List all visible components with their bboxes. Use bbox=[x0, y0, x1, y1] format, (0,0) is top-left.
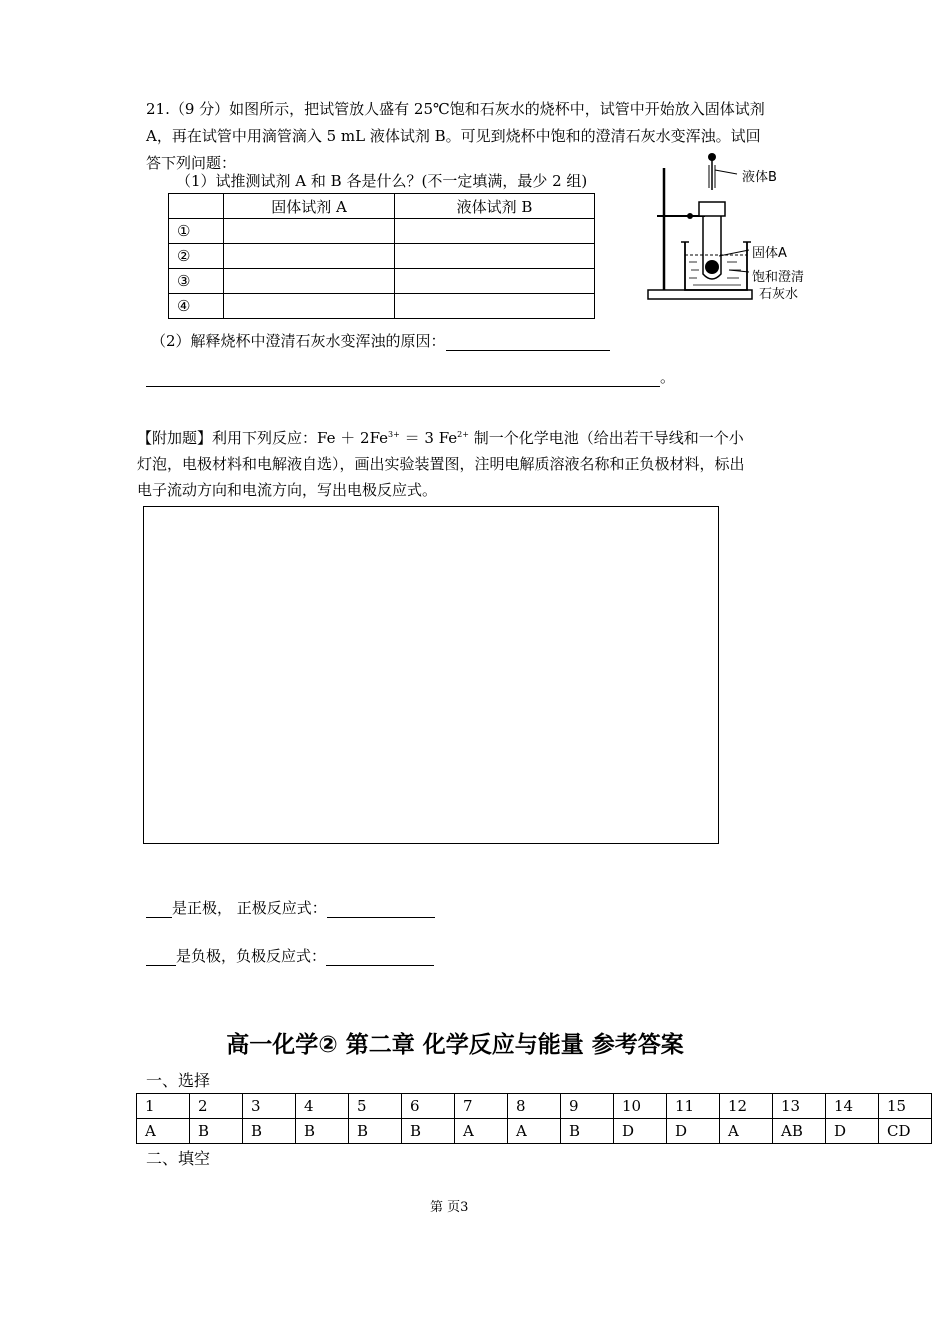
answer-choice-cell: D bbox=[614, 1119, 667, 1144]
q21-line-3: 答下列问题： bbox=[146, 154, 237, 172]
drawing-area-box[interactable] bbox=[143, 506, 719, 844]
negative-electrode-text: 是负极，负极反应式： bbox=[176, 947, 327, 965]
question-number-cell: 4 bbox=[296, 1094, 349, 1119]
question-number-cell: 14 bbox=[826, 1094, 879, 1119]
answers-title: 高一化学② 第二章 化学反应与能量 参考答案 bbox=[226, 1032, 684, 1058]
question-number-cell: 12 bbox=[720, 1094, 773, 1119]
question-number-cell: 1 bbox=[137, 1094, 190, 1119]
bonus-line-2: 灯泡，电极材料和电解液自选），画出实验装置图，注明电解质溶液名称和正负极材料，标出 bbox=[137, 455, 745, 473]
question-number-cell: 7 bbox=[455, 1094, 508, 1119]
charge-3plus: 3+ bbox=[388, 430, 400, 439]
label-solution-line-1: 饱和澄清 bbox=[752, 270, 805, 285]
end-mark: 。 bbox=[660, 368, 676, 386]
table-row bbox=[169, 219, 595, 244]
question-number-cell: 3 bbox=[243, 1094, 296, 1119]
q21-sub-question-1: （1）试推测试剂 A 和 B 各是什么？(不一定填满，最少 2 组) bbox=[176, 172, 588, 190]
page-footer: 第 页3 bbox=[430, 1200, 469, 1215]
answer-choice-cell: D bbox=[826, 1119, 879, 1144]
answer-cell-liquid[interactable] bbox=[395, 269, 595, 294]
bonus-line-3: 电子流动方向和电流方向，写出电极反应式。 bbox=[137, 481, 438, 499]
answer-cell-solid[interactable] bbox=[224, 219, 395, 244]
row-number: ③ bbox=[169, 269, 224, 294]
label-liquid-b: 液体B bbox=[742, 170, 777, 185]
apparatus-diagram bbox=[645, 150, 845, 314]
row-number: ② bbox=[169, 244, 224, 269]
label-solid-a: 固体A bbox=[752, 246, 787, 261]
answer-blank[interactable] bbox=[326, 949, 434, 966]
question-number-cell: 15 bbox=[879, 1094, 932, 1119]
answer-choice-cell: B bbox=[190, 1119, 243, 1144]
question-number-cell: 13 bbox=[773, 1094, 826, 1119]
table-header-cell bbox=[169, 194, 224, 219]
question-number-cell: 9 bbox=[561, 1094, 614, 1119]
q21-sub-question-2 bbox=[151, 330, 610, 351]
label-solution-line-2: 石灰水 bbox=[759, 287, 799, 302]
reagent-table bbox=[168, 193, 595, 319]
question-number-cell: 5 bbox=[349, 1094, 402, 1119]
bonus-tag: 【附加题】 bbox=[137, 429, 213, 447]
bonus-question bbox=[137, 422, 817, 503]
answer-choice-cell: B bbox=[561, 1119, 614, 1144]
answer-cell-liquid[interactable] bbox=[395, 244, 595, 269]
q21-line-1: 21.（9 分）如图所示，把试管放人盛有 25℃饱和石灰水的烧杯中，试管中开始放入固体试剂 bbox=[146, 100, 765, 118]
answer-cell-solid[interactable] bbox=[224, 294, 395, 319]
table-row bbox=[169, 244, 595, 269]
answer-cell-solid[interactable] bbox=[224, 244, 395, 269]
answer-cell-liquid[interactable] bbox=[395, 219, 595, 244]
table-row bbox=[169, 269, 595, 294]
positive-electrode-text: 是正极， 正极反应式： bbox=[172, 899, 327, 917]
question-number-row bbox=[137, 1094, 932, 1119]
answer-choice-cell: A bbox=[137, 1119, 190, 1144]
answer-choice-cell: CD bbox=[879, 1119, 932, 1144]
positive-electrode-line bbox=[146, 897, 435, 918]
row-number: ④ bbox=[169, 294, 224, 319]
table-row bbox=[169, 294, 595, 319]
section-fill-heading: 二、填空 bbox=[146, 1149, 211, 1168]
question-number-cell: 11 bbox=[667, 1094, 720, 1119]
answer-choice-row bbox=[137, 1119, 932, 1144]
section-choice-heading: 一、选择 bbox=[146, 1071, 211, 1090]
answer-choice-cell: A bbox=[508, 1119, 561, 1144]
answer-blank[interactable] bbox=[446, 334, 610, 351]
answer-choice-cell: A bbox=[720, 1119, 773, 1144]
answer-key-table bbox=[136, 1093, 932, 1144]
bonus-line-1-tail: 制一个化学电池（给出若干导线和一个小 bbox=[468, 429, 744, 447]
answer-cell-solid[interactable] bbox=[224, 269, 395, 294]
question-number-cell: 8 bbox=[508, 1094, 561, 1119]
bonus-lead: 利用下列反应： bbox=[212, 429, 318, 447]
sub2-text: （2）解释烧杯中澄清石灰水变浑浊的原因： bbox=[151, 332, 446, 350]
answer-choice-cell: B bbox=[296, 1119, 349, 1144]
answer-cell-liquid[interactable] bbox=[395, 294, 595, 319]
table-header-solid: 固体试剂 A bbox=[224, 194, 395, 219]
bonus-line-1 bbox=[137, 422, 817, 451]
table-header-liquid: 液体试剂 B bbox=[395, 194, 595, 219]
question-number-cell: 2 bbox=[190, 1094, 243, 1119]
equation-part-2: ＝ 3 Fe bbox=[399, 429, 458, 447]
question-number-cell: 10 bbox=[614, 1094, 667, 1119]
answer-blank[interactable] bbox=[146, 949, 176, 966]
answer-choice-cell: B bbox=[349, 1119, 402, 1144]
answer-choice-cell: B bbox=[243, 1119, 296, 1144]
table-header-row bbox=[169, 194, 595, 219]
answer-choice-cell: A bbox=[455, 1119, 508, 1144]
answer-blank[interactable] bbox=[327, 901, 435, 918]
q21-line-2: A，再在试管中用滴管滴入 5 mL 液体试剂 B。可见到烧杯中饱和的澄清石灰水变浑浊。试回 bbox=[146, 127, 761, 145]
answer-choice-cell: D bbox=[667, 1119, 720, 1144]
answer-choice-cell: AB bbox=[773, 1119, 826, 1144]
answer-blank[interactable] bbox=[146, 901, 172, 918]
charge-2plus: 2+ bbox=[457, 430, 469, 439]
q21-answer-line bbox=[146, 366, 675, 387]
question-number-cell: 6 bbox=[402, 1094, 455, 1119]
row-number: ① bbox=[169, 219, 224, 244]
negative-electrode-line bbox=[146, 945, 434, 966]
equation-part-1: Fe ＋ 2Fe bbox=[317, 429, 389, 447]
answer-blank[interactable] bbox=[146, 370, 660, 387]
answer-choice-cell: B bbox=[402, 1119, 455, 1144]
